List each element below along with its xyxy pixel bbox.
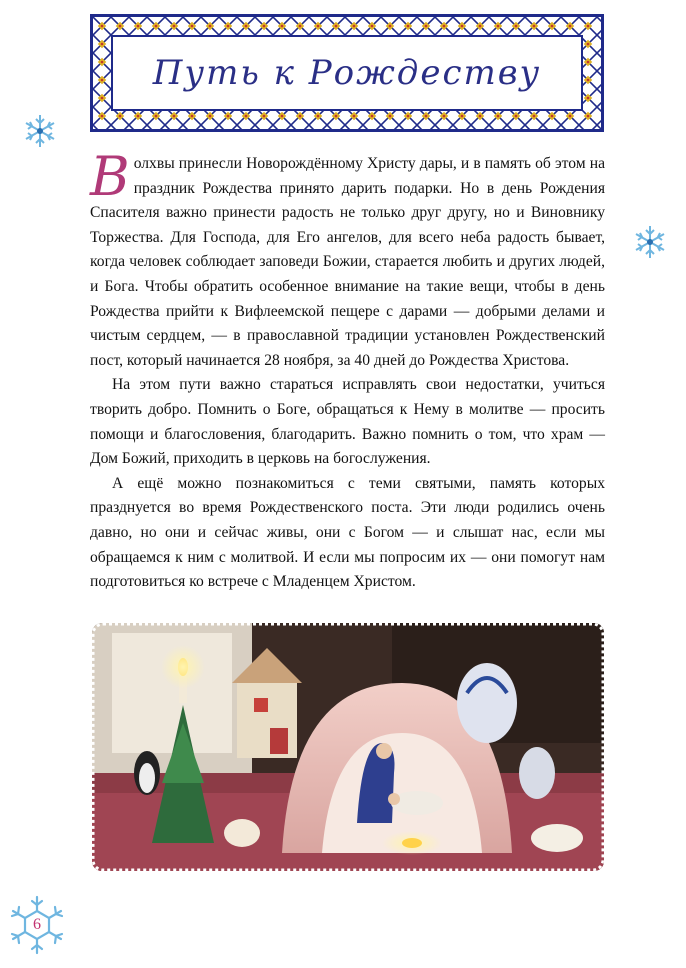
title-frame: [90, 14, 604, 132]
page-title: Путь к Рождеству: [152, 53, 542, 93]
paragraph-text: олхвы принесли Новорождённому Христу дары, и в память об этом на праздник Рождества принято дарить подарки. Но в день Рождения Спасителя важно принести радость не только друг другу, но и Виновнику Торжества. Для Господа, для Его ангелов, для всего неба радость бывает, когда человек соблюдает заповеди Божии, старается любить и других людей, и Бога. Чтобы обратить особенное внимание на такие вещи, чтобы в день Рождества прийти к Вифлеемской пещере с дарами — добрыми делами и чистым сердцем, — в православной традиции установлен Рождественский пост, который начинается 28 ноября, за 40 дней до Рождества Христова.: [90, 155, 605, 369]
nativity-scene-illustration: [92, 623, 604, 871]
article-body: [90, 145, 605, 595]
paragraph-3: А ещё можно познакомиться с теми святыми, память которых празднуется во время Рождественского поста. Эти люди родились очень давно, но они и сейчас живы, они с Богом — и слышат нас, если мы обращаемся к ним с молитвой. И если мы попросим их — они помогут нам подготовиться ко встрече с Младенцем Христом.: [90, 474, 605, 591]
snowflake-icon: [22, 113, 58, 149]
title-panel: [111, 35, 583, 111]
snowflake-icon: [632, 224, 668, 260]
paragraph-2: На этом пути важно стараться исправлять свои недостатки, учиться творить добро. Помнить о Боге, обращаться к Нему в молитве — просить помощи и благословения, благодарить. Важно помнить о том, что храм — Дом Божий, приходить в церковь на богослужения.: [90, 376, 605, 468]
paragraph-1: [90, 145, 605, 373]
drop-cap: В: [90, 145, 130, 208]
page-number: 6: [33, 916, 41, 933]
page-number-badge: [5, 893, 69, 957]
nativity-photo: [92, 623, 604, 871]
